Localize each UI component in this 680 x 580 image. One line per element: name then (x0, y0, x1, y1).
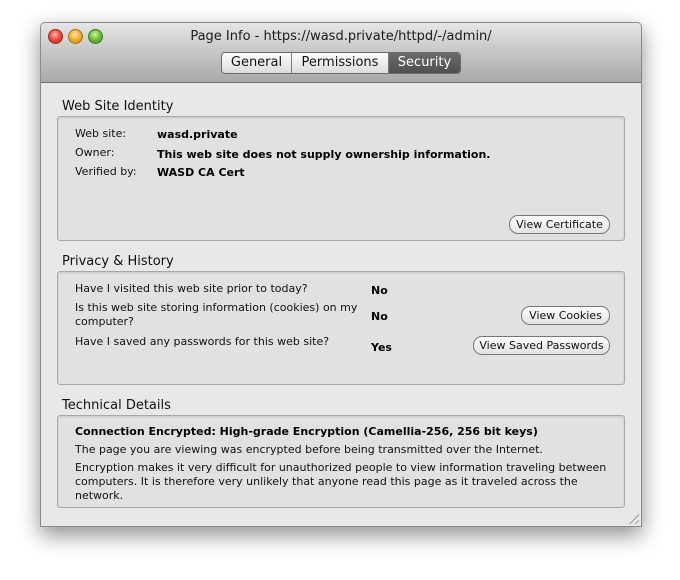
cookies-answer: No (371, 310, 388, 323)
passwords-answer: Yes (371, 341, 392, 354)
verified-by-label: Verified by: (75, 165, 137, 178)
website-identity-box (57, 116, 625, 241)
tab-general[interactable]: General (222, 53, 292, 73)
tab-bar (221, 52, 461, 74)
tab-permissions[interactable]: Permissions (292, 53, 389, 73)
website-identity-heading: Web Site Identity (62, 99, 174, 114)
visited-question: Have I visited this web site prior to today? (75, 282, 308, 295)
view-saved-passwords-button[interactable]: View Saved Passwords (473, 336, 610, 355)
verified-by-value: WASD CA Cert (157, 166, 245, 179)
technical-details-box (57, 415, 625, 508)
visited-answer: No (371, 284, 388, 297)
title-bar[interactable] (41, 23, 641, 83)
connection-encrypted-text: Connection Encrypted: High-grade Encryption (Camellia-256, 256 bit keys) (75, 425, 538, 438)
encryption-explanation: Encryption makes it very difficult for unauthorized people to view information traveling between computers. It is therefore very unlikely that anyone read this page as it traveled across the network. (75, 461, 607, 502)
owner-value: This web site does not supply ownership information. (157, 148, 491, 161)
passwords-question: Have I saved any passwords for this web site? (75, 335, 330, 348)
encryption-note: The page you are viewing was encrypted before being transmitted over the Internet. (75, 443, 543, 456)
page-info-window (40, 22, 642, 527)
website-label: Web site: (75, 127, 127, 140)
privacy-history-heading: Privacy & History (62, 254, 174, 269)
privacy-history-box (57, 271, 625, 385)
resize-grip-icon[interactable] (629, 514, 639, 524)
owner-label: Owner: (75, 146, 115, 159)
view-cookies-button[interactable]: View Cookies (521, 306, 610, 325)
window-title: Page Info - https://wasd.private/httpd/-/admin/ (190, 29, 492, 44)
website-value: wasd.private (157, 128, 238, 141)
tab-security[interactable]: Security (389, 53, 460, 73)
cookies-question: Is this web site storing information (cookies) on my computer? (75, 301, 358, 328)
view-certificate-button[interactable]: View Certificate (509, 215, 610, 234)
technical-details-heading: Technical Details (62, 398, 171, 413)
